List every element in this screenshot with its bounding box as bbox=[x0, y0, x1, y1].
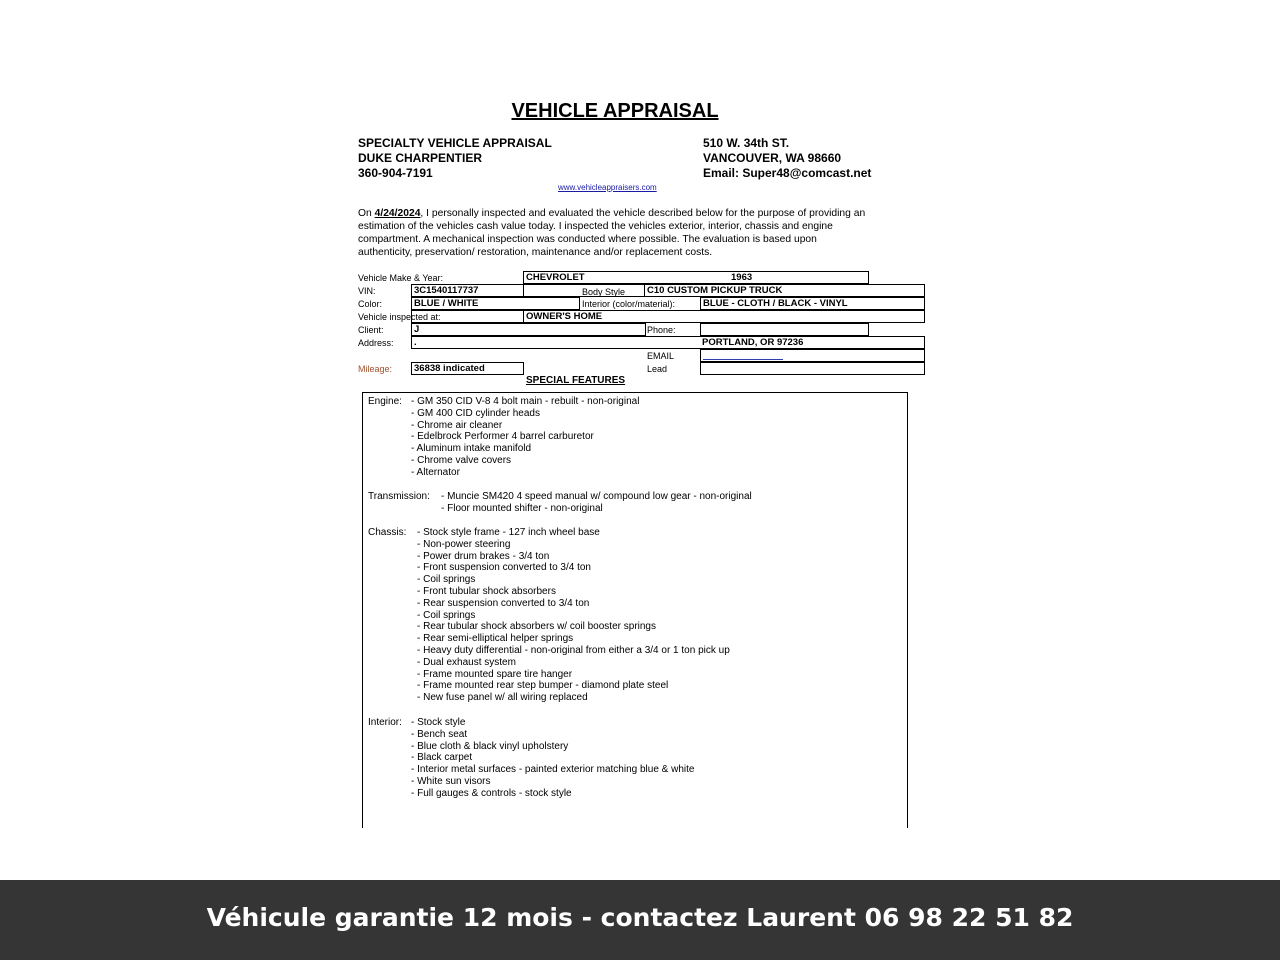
feature-item: - New fuse panel w/ all wiring replaced bbox=[417, 692, 588, 704]
label-vin: VIN: bbox=[358, 286, 376, 296]
feature-item: - Heavy duty differential - non-original from either a 3/4 or 1 ton pick up bbox=[417, 644, 730, 656]
body-style-field: C10 CUSTOM PICKUP TRUCK bbox=[644, 284, 925, 297]
feature-item: - Edelbrock Performer 4 barrel carburetor bbox=[411, 431, 594, 443]
email-field bbox=[700, 349, 925, 362]
lead-field bbox=[700, 362, 925, 375]
document-title: VEHICLE APPRAISAL bbox=[511, 100, 719, 122]
feature-item: - Floor mounted shifter - non-original bbox=[441, 502, 603, 514]
vin-blank-cell bbox=[523, 284, 645, 297]
client-field: J bbox=[411, 323, 646, 336]
inspected-blank-cell bbox=[411, 310, 524, 323]
appraiser-name: DUKE CHARPENTIER bbox=[358, 151, 483, 165]
chassis-items bbox=[417, 527, 730, 704]
feature-item: - White sun visors bbox=[411, 775, 491, 787]
feature-item: - Front tubular shock absorbers bbox=[417, 585, 556, 597]
feature-item: - Alternator bbox=[411, 466, 460, 478]
make-value: CHEVROLET bbox=[526, 272, 585, 283]
mileage-field: 36838 indicated bbox=[411, 362, 524, 375]
feature-item: - Stock style frame - 127 inch wheel base bbox=[417, 527, 600, 538]
company-email: Email: Super48@comcast.net bbox=[703, 166, 872, 180]
intro-paragraph bbox=[358, 207, 868, 259]
chassis-label: Chassis: bbox=[368, 527, 407, 538]
engine-label: Engine: bbox=[368, 396, 402, 407]
feature-item: - Dual exhaust system bbox=[417, 656, 516, 668]
inspection-date: 4/24/2024 bbox=[374, 208, 421, 219]
phone-field bbox=[700, 323, 869, 336]
company-address bbox=[703, 136, 871, 181]
feature-item: - Rear suspension converted to 3/4 ton bbox=[417, 597, 590, 609]
email-underline bbox=[703, 359, 783, 360]
footer-banner bbox=[0, 880, 1280, 960]
label-body-style: Body Style bbox=[582, 287, 626, 297]
label-interior: Interior (color/material): bbox=[582, 299, 676, 309]
feature-item: - Blue cloth & black vinyl upholstery bbox=[411, 740, 569, 752]
feature-item: - Chrome air cleaner bbox=[411, 419, 503, 431]
intro-text: , I personally inspected and evaluated the vehicle described below for the purpose of providing an estimation of the vehicles cash value today. I inspected the vehicles exterior, interior, chassis and engine compartment. A mechanical inspection was conducted where possible. The evaluation is based upon authenticity, preservation/ restoration, maintenance and/or replacement costs. bbox=[358, 208, 866, 258]
label-email: EMAIL bbox=[647, 351, 675, 361]
label-client: Client: bbox=[358, 325, 384, 335]
interior-label: Interior: bbox=[368, 717, 402, 728]
feature-item: - Interior metal surfaces - painted exterior matching blue & white bbox=[411, 764, 695, 776]
make-year-field bbox=[523, 271, 869, 284]
feature-item: - Power drum brakes - 3/4 ton bbox=[417, 550, 550, 562]
feature-item: - Front suspension converted to 3/4 ton bbox=[417, 562, 591, 574]
feature-item: - Aluminum intake manifold bbox=[411, 443, 532, 455]
feature-item: - Stock style bbox=[411, 717, 466, 728]
city-value: PORTLAND, OR 97236 bbox=[702, 337, 804, 348]
company-name: SPECIALTY VEHICLE APPRAISAL bbox=[358, 136, 552, 150]
interior-items bbox=[411, 717, 694, 800]
feature-item: - Frame mounted spare tire hanger bbox=[417, 668, 573, 680]
feature-item: - Rear tubular shock absorbers w/ coil booster springs bbox=[417, 621, 656, 633]
feature-item: - GM 350 CID V-8 4 bolt main - rebuilt - non-original bbox=[411, 396, 640, 407]
feature-item: - Muncie SM420 4 speed manual w/ compound low gear - non-original bbox=[441, 491, 752, 502]
inspected-at-field: OWNER'S HOME bbox=[523, 310, 925, 323]
interior-field: BLUE - CLOTH / BLACK - VINYL bbox=[700, 297, 925, 310]
company-street: 510 W. 34th ST. bbox=[703, 136, 790, 150]
engine-items bbox=[411, 396, 639, 479]
feature-item: - Frame mounted rear step bumper - diamond plate steel bbox=[417, 680, 669, 692]
feature-item: - GM 400 CID cylinder heads bbox=[411, 407, 540, 419]
address-field bbox=[411, 336, 925, 349]
feature-item: - Black carpet bbox=[411, 752, 473, 764]
color-field: BLUE / WHITE bbox=[411, 297, 580, 310]
label-inspected-at: Vehicle inspected at: bbox=[358, 312, 441, 322]
feature-item: - Full gauges & controls - stock style bbox=[411, 787, 572, 799]
address-value: . bbox=[414, 337, 417, 348]
label-mileage: Mileage: bbox=[358, 364, 393, 374]
company-phone: 360-904-7191 bbox=[358, 166, 433, 180]
label-color: Color: bbox=[358, 299, 383, 309]
website-link[interactable]: www.vehicleappraisers.com bbox=[558, 183, 657, 192]
feature-item: - Bench seat bbox=[411, 728, 468, 740]
special-features-title: SPECIAL FEATURES bbox=[526, 375, 626, 386]
label-make-year: Vehicle Make & Year: bbox=[358, 273, 444, 283]
feature-item: - Coil springs bbox=[417, 574, 476, 586]
feature-item: - Chrome valve covers bbox=[411, 454, 512, 466]
feature-item: - Coil springs bbox=[417, 609, 476, 621]
feature-item: - Rear semi-elliptical helper springs bbox=[417, 633, 574, 645]
label-phone: Phone: bbox=[647, 325, 676, 335]
company-info bbox=[358, 136, 552, 181]
label-address: Address: bbox=[358, 338, 394, 348]
vin-field: 3C1540117737 bbox=[411, 284, 524, 297]
transmission-items bbox=[441, 491, 752, 515]
feature-item: - Non-power steering bbox=[417, 538, 511, 550]
company-city: VANCOUVER, WA 98660 bbox=[703, 151, 842, 165]
year-value: 1963 bbox=[731, 272, 753, 283]
label-lead: Lead bbox=[647, 364, 668, 374]
transmission-label: Transmission: bbox=[368, 491, 430, 502]
intro-prefix: On bbox=[358, 208, 375, 219]
footer-text: Véhicule garantie 12 mois - contactez Laurent 06 98 22 51 82 bbox=[206, 903, 1074, 932]
